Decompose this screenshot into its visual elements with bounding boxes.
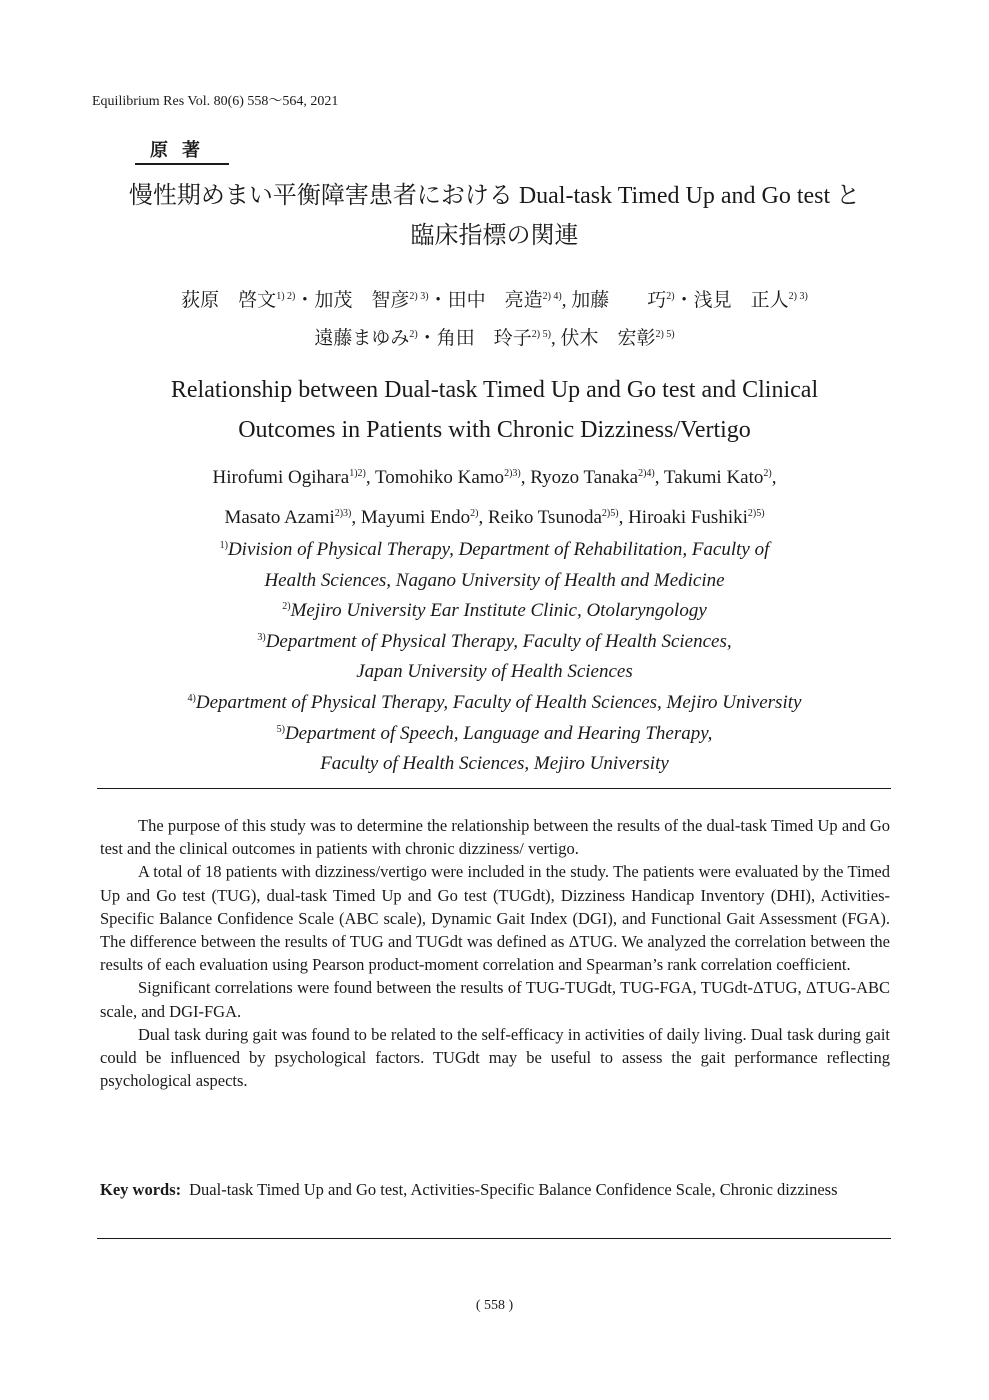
author-separator: ・ — [295, 290, 315, 311]
affiliation-marker: 3) — [257, 631, 266, 643]
author-separator: ・ — [417, 328, 437, 349]
japanese-author-name: 浅見 正人 — [693, 290, 789, 311]
english-author-name: Mayumi Endo — [360, 507, 471, 528]
japanese-author-line — [0, 282, 989, 320]
japanese-author-name: 伏木 宏彰 — [560, 328, 656, 349]
journal-reference: Equilibrium Res Vol. 80(6) 558～564, 2021 — [92, 94, 339, 109]
affiliation-marker: 2) 5) — [655, 329, 675, 340]
affiliation-marker: 2) — [282, 601, 291, 613]
japanese-author-name: 角田 玲子 — [436, 328, 532, 349]
affiliation-text: Japan University of Health Sciences — [356, 661, 633, 683]
affiliation-text: Department of Physical Therapy, Faculty of Health Sciences, Mejiro University — [195, 691, 802, 713]
affiliation-marker: 1)2) — [349, 468, 366, 479]
abstract-paragraph: Significant correlations were found between the results of TUG-TUGdt, TUG-FGA, TUGdt-ΔTUG, ΔTUG-ABC scale, and DGI-FGA. — [100, 978, 890, 1021]
affiliation-marker: 2)5) — [747, 508, 765, 519]
japanese-title-line: 臨床指標の関連 — [410, 223, 579, 249]
affiliation-marker: 2) 3) — [409, 291, 429, 302]
english-author-name: Reiko Tsunoda — [487, 507, 602, 528]
japanese-author-name: 加藤 巧 — [571, 290, 667, 311]
author-separator: , — [561, 290, 572, 311]
affiliation-marker: 2) — [409, 329, 418, 340]
abstract — [100, 814, 890, 1092]
author-separator: , — [771, 467, 777, 488]
article-type-label: 原著 — [135, 136, 229, 165]
japanese-author-name: 荻原 啓文 — [181, 290, 277, 311]
affiliation-text: Mejiro University Ear Institute Clinic, Otolaryngology — [290, 600, 707, 622]
affiliation-marker: 2) 5) — [531, 329, 551, 340]
keywords — [100, 1178, 890, 1201]
top-divider — [97, 788, 891, 789]
author-separator: ・ — [674, 290, 694, 311]
english-author-line — [0, 498, 989, 538]
author-separator: , — [478, 507, 488, 528]
english-title-line: Outcomes in Patients with Chronic Dizziness/Vertigo — [238, 417, 751, 443]
affiliation-text: Faculty of Health Sciences, Mejiro University — [320, 753, 669, 775]
english-title — [0, 370, 989, 450]
affiliation-marker: 2)4) — [638, 468, 655, 479]
affiliation-line — [0, 627, 989, 658]
affiliation-list — [0, 535, 989, 780]
affiliation-line — [0, 535, 989, 566]
english-author-list — [0, 458, 989, 538]
author-separator: ・ — [428, 290, 448, 311]
affiliation-line — [0, 749, 989, 780]
affiliation-marker: 2)3) — [334, 508, 352, 519]
affiliation-text: Health Sciences, Nagano University of Health and Medicine — [264, 569, 725, 591]
affiliation-marker: 2) — [666, 291, 675, 302]
english-author-name: Hirofumi Ogihara — [212, 467, 350, 488]
author-separator: , — [365, 467, 376, 488]
japanese-author-list — [0, 282, 989, 358]
page-number: ( 558 ) — [475, 1298, 514, 1313]
affiliation-line — [0, 688, 989, 719]
japanese-title — [0, 176, 989, 256]
keywords-text: Dual-task Timed Up and Go test, Activities-Specific Balance Confidence Scale, Chronic dizziness — [189, 1180, 838, 1199]
affiliation-line — [0, 566, 989, 597]
affiliation-text: Division of Physical Therapy, Department of Rehabilitation, Faculty of — [227, 539, 770, 560]
english-author-name: Hiroaki Fushiki — [628, 507, 748, 528]
japanese-author-name: 加茂 智彦 — [314, 290, 410, 311]
affiliation-marker: 2) 3) — [788, 291, 808, 302]
author-separator: , — [520, 467, 531, 488]
affiliation-marker: 2) — [763, 468, 772, 479]
affiliation-line — [0, 596, 989, 627]
japanese-title-line: 慢性期めまい平衡障害患者における Dual-task Timed Up and Go test と — [128, 183, 861, 209]
author-separator: , — [351, 507, 361, 528]
keywords-label: Key words: — [100, 1180, 182, 1199]
abstract-paragraph: Dual task during gait was found to be related to the self-efficacy in activities of daily living. Dual task during gait could be influenced by psychological factors. TUGdt may be useful to assess the gait performance reflecting psychological aspects. — [100, 1024, 890, 1091]
author-separator: , — [618, 507, 629, 528]
affiliation-marker: 2) 4) — [542, 291, 562, 302]
affiliation-marker: 1) 2) — [276, 291, 296, 302]
english-author-name: Tomohiko Kamo — [375, 467, 505, 488]
japanese-author-name: 田中 亮造 — [447, 290, 543, 311]
affiliation-marker: 1) — [219, 540, 228, 551]
japanese-author-line — [0, 320, 989, 358]
english-author-line — [0, 458, 989, 498]
bottom-divider — [97, 1238, 891, 1239]
english-author-name: Masato Azami — [224, 507, 335, 528]
english-author-name: Takumi Kato — [663, 467, 764, 488]
affiliation-marker: 4) — [187, 692, 196, 704]
affiliation-text: Department of Physical Therapy, Faculty of Health Sciences, — [265, 630, 732, 652]
english-title-line: Relationship between Dual-task Timed Up and Go test and Clinical — [170, 377, 819, 403]
abstract-paragraph: The purpose of this study was to determine the relationship between the results of the dual-task Timed Up and Go test and the clinical outcomes in patients with chronic dizziness/ vertigo. — [100, 816, 890, 859]
affiliation-line — [0, 719, 989, 750]
affiliation-marker: 5) — [276, 723, 285, 735]
affiliation-marker: 2)3) — [504, 468, 521, 479]
abstract-paragraph: A total of 18 patients with dizziness/vertigo were included in the study. The patients were evaluated by the Timed Up and Go test (TUG), dual-task Timed Up and Go test (TUGdt), Dizziness Handicap Inventory (DHI), Activities-Specific Balance Confidence Scale (ABC scale), Dynamic Gait Index (DGI), and Functional Gait Assessment (FGA). The difference between the results of TUG and TUGdt was defined as ΔTUG. We analyzed the correlation between the results of each evaluation using Pearson product-moment correlation and Spearman’s rank correlation coefficient. — [100, 862, 890, 975]
english-author-name: Ryozo Tanaka — [530, 467, 639, 488]
japanese-author-name: 遠藤まゆみ — [314, 328, 410, 349]
affiliation-line — [0, 657, 989, 688]
affiliation-text: Department of Speech, Language and Hearing Therapy, — [284, 722, 713, 744]
affiliation-marker: 2) — [470, 508, 479, 519]
affiliation-marker: 2)5) — [601, 508, 619, 519]
author-separator: , — [654, 467, 664, 488]
author-separator: , — [550, 328, 561, 349]
